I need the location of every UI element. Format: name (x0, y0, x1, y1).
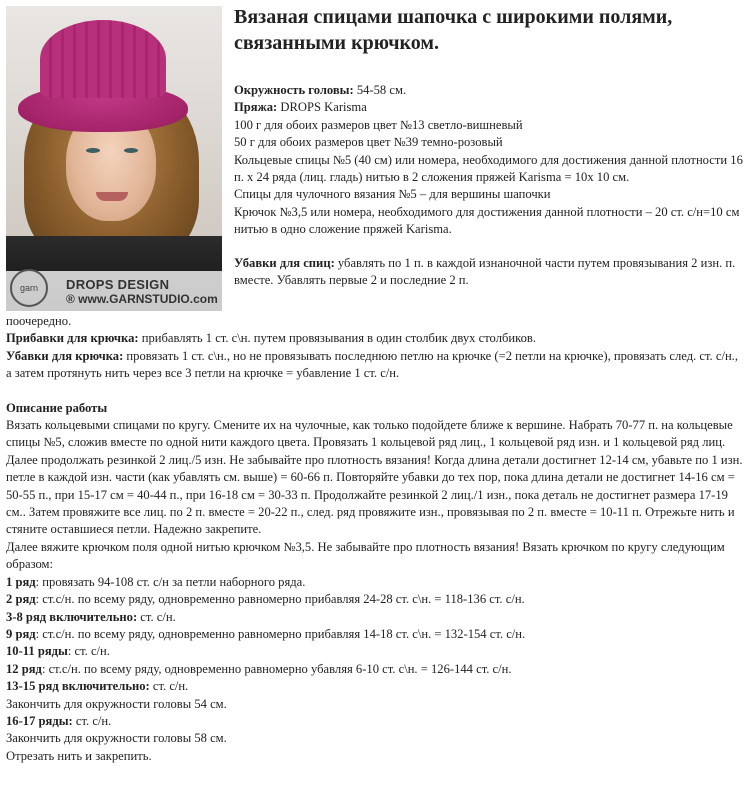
decrease-knit-text: убавлять по 1 п. в каждой изнаночной части путем провязывания 2 изн. п. вместе. Убавлять первые 2 и последние 2 п. (234, 255, 736, 288)
hat-crown (40, 20, 166, 98)
size-label: Окружность головы: (234, 83, 354, 97)
dpn-line: Спицы для чулочного вязания №5 – для вершины шапочки (234, 187, 551, 202)
row-text: : ст.с/н. по всему ряду, одновременно равномерно убавляя 6-10 ст. с\н. = 126-144 ст. с/н. (41, 661, 512, 676)
row-text: : ст.с/н. по всему ряду, одновременно равномерно прибавляя 14-18 ст. с\н. = 132-154 ст. с/н. (35, 626, 526, 641)
crochet-intro: Далее вяжите крючком поля одной нитью крючком №3,5. Не забывайте про плотность вязания! Вязать крючком по кругу следующим образом: (6, 539, 725, 572)
row-label: 2 ряд (6, 592, 36, 607)
decrease-knit-label: Убавки для спиц: (234, 255, 335, 270)
size-line (234, 82, 746, 99)
end-line: Отрезать нить и закрепить. (6, 748, 152, 763)
yarn-color-1: 100 г для обоих размеров цвет №13 светло-вишневый (234, 117, 523, 132)
row-text: ст. с/н. (149, 679, 189, 694)
row-item (6, 661, 746, 678)
yarn-color-2: 50 г для обоих размеров цвет №39 темно-розовый (234, 135, 503, 150)
row-text: : ст.с/н. по всему ряду, одновременно равномерно прибавляя 24-28 ст. с\н. = 118-136 ст. с/н. (35, 592, 525, 607)
mouth (96, 192, 128, 201)
row-label: 13-15 ряд включительно: (6, 679, 150, 694)
brand-strip (6, 271, 222, 311)
row-label: 9 ряд (6, 626, 36, 641)
row-text: : провязать 94-108 ст. с/н за петли наборного ряда. (35, 574, 306, 589)
decrease-crochet-text: провязать 1 ст. с\н., но не провязывать последнюю петлю на крючке (=2 петли на крючке), провязать след. ст. с/н., а затем протянуть нить через все 3 петли на крючке = убавление 1 ст. с/н. (6, 348, 738, 381)
brand-name: DROPS DESIGN (66, 276, 170, 292)
brand-url: ® www.GARNSTUDIO.com (66, 291, 218, 306)
increase-crochet-text: прибавлять 1 ст. с\н. путем провязывания в один столбик двух столбиков. (138, 331, 536, 346)
description-title: Описание работы (6, 400, 108, 415)
garnstudio-logo-icon: garn (10, 269, 48, 307)
page-title: Вязаная спицами шапочка с широкими полями, связанными крючком. (234, 6, 673, 54)
left-eye (86, 148, 100, 153)
row-label: 10-11 ряды (6, 644, 68, 659)
increase-crochet-label: Прибавки для крючка: (6, 331, 139, 346)
yarn-label: Пряжа: (234, 100, 278, 115)
finish-58: Закончить для окружности головы 58 см. (6, 731, 227, 746)
decrease-knit-continued: поочередно. (6, 314, 72, 328)
row-16-17-text: ст. с/н. (72, 713, 112, 728)
instructions-section (6, 313, 746, 765)
row-label: 1 ряд (6, 574, 36, 589)
row-text: : ст. с/н. (67, 644, 110, 659)
row-item (6, 609, 746, 626)
row-label: 3-8 ряд включительно: (6, 609, 138, 624)
materials-section (234, 82, 746, 289)
row-item (6, 626, 746, 643)
row-item (6, 678, 746, 695)
description-heading (6, 400, 746, 417)
description-text: Вязать кольцевыми спицами по кругу. Смените их на чулочные, как только подойдете ближе к вершине. Набрать 70-77 п. на кольцевые спицы №5, сложив вместе по одной нити каждого цвета. Провязать 1 кольцевой ряд лиц., 1 кольцевой ряд изн. и 1 кольцевой ряд лиц. Далее продолжать резинкой 2 лиц./5 изн. Не забывайте про плотность вязания! Когда длина детали достигнет 12-14 см, убавьте по 1 изн. петле в каждой изн. части (как убавлять см. выше) = 60-66 п. Повторяйте убавки до тех пор, пока длина детали не достигнет 14-16 см = 50-55 п., при 15-17 см = 40-44 п., при 16-18 см = 30-33 п. Продолжайте резинкой 2 лиц./1 изн., пока деталь не достигнет размера 17-19 см.. Затем провяжите все лиц. по 2 п. вместе = 20-22 п., след. ряд провяжите изн., провязывая по 2 п. вместе = 10-11 п. Отрежьте нить и стяните оставшиеся петли. Надежно закрепите. (6, 418, 743, 537)
yarn-line (234, 99, 746, 116)
right-eye (124, 148, 138, 153)
row-16-17-label: 16-17 ряды: (6, 713, 73, 728)
decrease-crochet-line (6, 348, 746, 383)
needles-line: Кольцевые спицы №5 (40 см) или номера, необходимого для достижения данной плотности 16 п. х 24 ряда (лиц. гладь) нитью в 2 сложения пряжей Karisma = 10х 10 см. (234, 152, 743, 185)
row-16-17 (6, 713, 746, 730)
product-photo (6, 6, 222, 311)
row-item (6, 574, 746, 591)
increase-crochet-line (6, 330, 746, 347)
row-item (6, 591, 746, 608)
row-item (6, 643, 746, 660)
size-value: 54-58 см. (353, 83, 407, 97)
finish-54: Закончить для окружности головы 54 см. (6, 696, 227, 711)
yarn-value: DROPS Karisma (277, 100, 367, 115)
hook-line: Крючок №3,5 или номера, необходимого для достижения данной плотности – 20 ст. с/н=10 см нитью в одно сложение пряжей Karisma. (234, 204, 740, 237)
decrease-knit-line (234, 255, 746, 290)
row-label: 12 ряд (6, 661, 42, 676)
decrease-crochet-label: Убавки для крючка: (6, 348, 124, 363)
rows-list (6, 574, 746, 696)
row-text: ст. с/н. (137, 609, 176, 624)
